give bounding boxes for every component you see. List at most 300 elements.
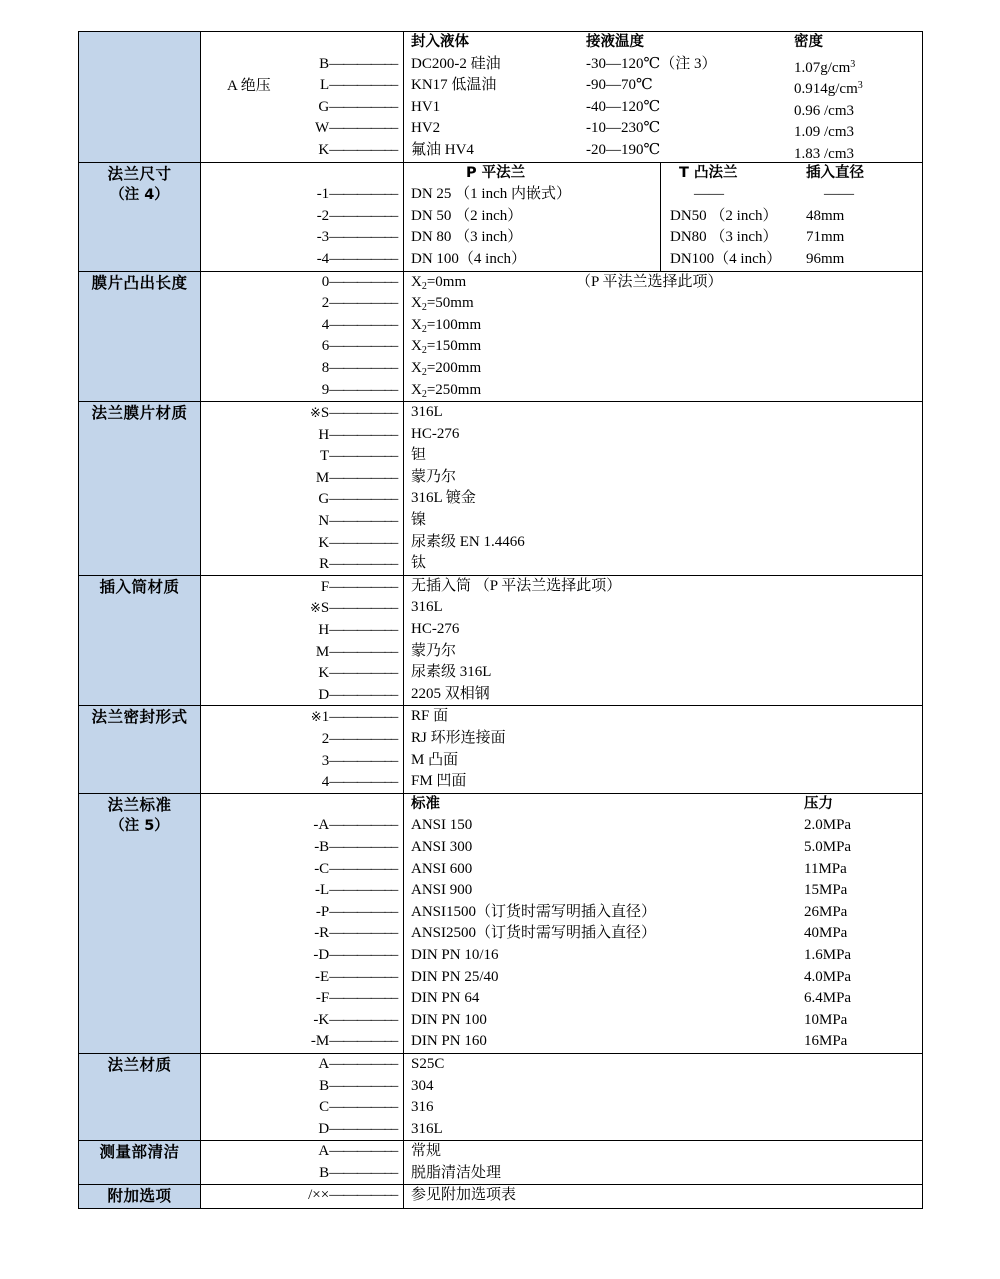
code-letter: -3 (316, 229, 330, 246)
code-row (201, 923, 403, 945)
desc-row: FM 凹面 (411, 773, 467, 790)
leader-dashes: ————–– (329, 709, 397, 726)
density-number: 1.07g/cm (794, 59, 851, 76)
code-row (201, 859, 403, 881)
insert-diameter-value: 71mm (806, 229, 845, 246)
desc-row (404, 293, 922, 315)
density-superscript: 3 (850, 58, 856, 70)
desc-row (404, 902, 922, 924)
code-spacer (201, 32, 403, 54)
code-row (201, 597, 403, 619)
code-letter: 6 (321, 338, 330, 355)
code-row (201, 684, 403, 706)
code-row (201, 358, 403, 380)
code-row (201, 728, 403, 750)
header-standard: 标准 (411, 795, 440, 812)
x-subscript: 2 (421, 366, 427, 378)
code-letter: T (320, 448, 330, 465)
leader-dashes: ————–– (329, 752, 397, 769)
temperature-range: -30—120℃（注 3） (586, 55, 717, 72)
desc-row: 304 (411, 1077, 434, 1094)
code-row (201, 402, 403, 424)
table-row (79, 1053, 923, 1140)
code-row (201, 1097, 403, 1119)
label-note: （注 5） (110, 818, 169, 835)
desc-row (404, 97, 922, 119)
t-flange-value: DN80 （3 inch） (670, 229, 778, 246)
desc-row: 镍 (411, 512, 427, 529)
leader-dashes: ————–– (329, 1011, 397, 1028)
label-note: （注 4） (110, 187, 169, 204)
fluid-name: KN17 低温油 (411, 77, 497, 94)
code-letter: H (318, 426, 330, 443)
leader-dashes: ————–– (329, 1120, 397, 1137)
code-row (201, 1054, 403, 1076)
code-cell-diaphragm-extension (201, 271, 404, 402)
code-letter: 0 (321, 273, 330, 290)
code-letter: G (318, 98, 330, 115)
code-letter: -P (315, 903, 330, 920)
table-row (79, 271, 923, 402)
code-letter: D (318, 1120, 330, 1137)
temperature-range: -10—230℃ (586, 120, 661, 137)
leader-dashes: ————–– (329, 316, 397, 333)
density-number: 1.09 /cm3 (794, 124, 854, 141)
code-letter: 2 (321, 295, 330, 312)
table-row (79, 1185, 923, 1208)
code-letter: -1 (316, 186, 330, 203)
code-row (201, 988, 403, 1010)
x-subscript: 2 (421, 345, 427, 357)
leader-dashes: ————–– (329, 968, 397, 985)
pressure-value: 4.0MPa (804, 968, 852, 985)
density-superscript: 3 (857, 80, 863, 92)
code-letter: -K (313, 1011, 330, 1028)
code-letter: -D (313, 946, 330, 963)
standard-value: DIN PN 160 (411, 1033, 487, 1050)
code-row (201, 1119, 403, 1141)
t-flange-value: DN100（4 inch） (670, 250, 782, 267)
code-row (201, 445, 403, 467)
code-row (201, 750, 403, 772)
temperature-range: -90—70℃ (586, 77, 653, 94)
leader-dashes: ————–– (329, 405, 397, 422)
desc-row: 参见附加选项表 (411, 1187, 517, 1204)
code-row (201, 967, 403, 989)
code-cell-flange-seal-type (201, 706, 404, 793)
p-flange-value: DN 80 （3 inch） (411, 229, 523, 246)
desc-row: 2205 双相钢 (411, 685, 490, 702)
leader-dashes: ————–– (329, 990, 397, 1007)
standard-value: ANSI 900 (411, 882, 473, 899)
desc-cell-measurement-cleaning (404, 1141, 923, 1185)
code-letter: -M (310, 1033, 330, 1050)
code-row (201, 140, 403, 162)
x-value: =150mm (426, 338, 482, 355)
desc-cell-flange-size (404, 162, 923, 271)
code-row (201, 1185, 403, 1207)
x-symbol: X (411, 338, 422, 355)
leader-dashes: ————–– (329, 1143, 397, 1160)
desc-row (404, 923, 922, 945)
header-temperature: 接液温度 (586, 34, 644, 50)
x-symbol: X (411, 381, 422, 398)
code-letter: -A (313, 817, 330, 834)
code-row (201, 510, 403, 532)
table-row (79, 402, 923, 576)
code-row (201, 902, 403, 924)
pressure-value: 10MPa (804, 1011, 848, 1028)
leader-dashes: ————–– (329, 513, 397, 530)
code-letter: H (318, 622, 330, 639)
header-density: 密度 (794, 34, 823, 50)
code-letter: K (318, 534, 330, 551)
section-label-flange-standard (79, 793, 201, 1053)
insert-diameter-value: 96mm (806, 250, 845, 267)
pressure-value: 15MPa (804, 882, 848, 899)
desc-row (404, 315, 922, 337)
table-row (79, 575, 923, 706)
desc-row: RF 面 (411, 708, 449, 725)
code-row (201, 97, 403, 119)
desc-row: 316L (411, 599, 443, 616)
label-text: 插入筒材质 (99, 577, 180, 596)
desc-row: S25C (411, 1055, 445, 1072)
insert-diameter-value: —— (824, 186, 854, 203)
leader-dashes: ————–– (329, 622, 397, 639)
code-letter: 9 (321, 381, 330, 398)
standard-value: ANSI 600 (411, 860, 473, 877)
leader-dashes: ————–– (329, 207, 397, 224)
code-row (201, 945, 403, 967)
desc-row: M 凸面 (411, 751, 459, 768)
asterisk-mark-icon: ※ (309, 405, 321, 421)
leader-dashes: ————–– (329, 1099, 397, 1116)
code-row (201, 380, 403, 402)
leader-dashes: ————–– (329, 359, 397, 376)
desc-row (404, 249, 922, 271)
leader-dashes: ————–– (329, 426, 397, 443)
desc-row: 316L 镀金 (411, 490, 476, 507)
leader-dashes: ————–– (329, 946, 397, 963)
code-row (201, 706, 403, 728)
code-row (201, 880, 403, 902)
section-label-flange-size (79, 162, 201, 271)
code-letter: N (318, 513, 330, 530)
desc-row (404, 859, 922, 881)
label-text: 测量部清洁 (99, 1143, 180, 1162)
table-row (79, 793, 923, 1053)
code-letter: -E (315, 968, 330, 985)
header-pressure: 压力 (804, 795, 833, 812)
pressure-value: 26MPa (804, 903, 848, 920)
section-label-flange-seal-type (79, 706, 201, 793)
t-flange-value: —— (694, 186, 724, 203)
code-spacer (201, 163, 403, 185)
pressure-value: 2.0MPa (804, 817, 852, 834)
code-row (201, 293, 403, 315)
label-text: 膜片凸出长度 (91, 273, 188, 292)
code-letter: -4 (316, 250, 330, 267)
section-label-additional-options (79, 1185, 201, 1208)
code-row (201, 619, 403, 641)
code-letter: K (318, 665, 330, 682)
temperature-range: -20—190℃ (586, 141, 661, 158)
leader-dashes: ————–– (329, 686, 397, 703)
desc-row (404, 118, 922, 140)
code-cell-flange-material (201, 1053, 404, 1140)
section-label-flange-diaphragm-material (79, 402, 201, 576)
leader-dashes: ————–– (329, 860, 397, 877)
code-row (201, 1010, 403, 1032)
code-letter: M (315, 643, 330, 660)
standard-value: ANSI1500（订货时需写明插入直径） (411, 903, 657, 920)
code-spacer (201, 794, 403, 816)
desc-row: 钽 (411, 447, 427, 464)
column-headers (404, 163, 922, 185)
standard-value: ANSI2500（订货时需写明插入直径） (411, 925, 657, 942)
pressure-value: 5.0MPa (804, 838, 852, 855)
desc-cell-flange-seal-type (404, 706, 923, 793)
standard-value: DIN PN 64 (411, 990, 480, 1007)
group-code-absolute: A 绝压 (227, 78, 271, 94)
desc-row (404, 54, 922, 76)
pressure-value: 6.4MPa (804, 990, 852, 1007)
leader-dashes: ————–– (329, 556, 397, 573)
code-cell-flange-standard (201, 793, 404, 1053)
code-letter: W (315, 120, 330, 137)
leader-dashes: ————–– (329, 295, 397, 312)
section-label-measurement-cleaning (79, 1141, 201, 1185)
desc-row (404, 227, 922, 249)
leader-dashes: ————–– (329, 882, 397, 899)
desc-row (404, 272, 922, 294)
code-cell-flange-diaphragm-material (201, 402, 404, 576)
desc-row: 蒙乃尔 (411, 642, 457, 659)
leader-dashes: ————–– (329, 141, 397, 158)
x-subscript: 2 (421, 302, 427, 314)
code-row (201, 662, 403, 684)
code-row (201, 227, 403, 249)
section-label-insert-tube-material (79, 575, 201, 706)
code-row (201, 488, 403, 510)
code-letter: 8 (321, 359, 330, 376)
leader-dashes: ————–– (329, 1055, 397, 1072)
code-letter: G (318, 491, 330, 508)
desc-row: 蒙乃尔 (411, 468, 457, 485)
standard-value: DIN PN 25/40 (411, 968, 499, 985)
desc-row (404, 1031, 922, 1053)
leader-dashes: ————–– (329, 1077, 397, 1094)
leader-dashes: ————–– (329, 1187, 397, 1204)
code-letter: B (319, 1164, 330, 1181)
table-row (79, 32, 923, 163)
leader-dashes: ————–– (329, 273, 397, 290)
code-cell-insert-tube-material (201, 575, 404, 706)
product-code-spec-table (78, 31, 923, 1209)
code-letter: -B (314, 838, 330, 855)
header-p-flange: P 平法兰 (466, 164, 526, 181)
t-flange-value: DN50 （2 inch） (670, 207, 778, 224)
desc-cell-flange-diaphragm-material (404, 402, 923, 576)
label-text: 法兰尺寸 (107, 164, 172, 183)
desc-row: 尿素级 316L (411, 664, 492, 681)
column-headers (404, 794, 922, 816)
section-label-flange-material (79, 1053, 201, 1140)
x-symbol: X (411, 273, 422, 290)
header-insert-diameter: 插入直径 (806, 164, 864, 181)
leader-dashes: ————–– (329, 600, 397, 617)
pressure-value: 40MPa (804, 925, 848, 942)
leader-dashes: ————–– (329, 731, 397, 747)
code-letter: 1 (321, 709, 330, 726)
desc-row (404, 184, 922, 206)
desc-row: 常规 (411, 1143, 442, 1160)
code-letter: L (320, 77, 330, 94)
p-flange-value: DN 100（4 inch） (411, 250, 526, 267)
section-label-fill-fluid (79, 32, 201, 163)
code-letter: -F (315, 990, 330, 1007)
fluid-name: DC200-2 硅油 (411, 55, 501, 72)
desc-row (404, 336, 922, 358)
desc-row (404, 945, 922, 967)
label-text: 法兰材质 (107, 1055, 172, 1074)
code-row (201, 272, 403, 294)
desc-row (404, 140, 922, 162)
label-text: 法兰密封形式 (91, 708, 188, 727)
temperature-range: -40—120℃ (586, 98, 661, 115)
desc-row (404, 880, 922, 902)
code-letter: M (315, 469, 330, 486)
code-row (201, 206, 403, 228)
leader-dashes: ————–– (329, 665, 397, 682)
standard-value: ANSI 300 (411, 838, 473, 855)
desc-row (404, 358, 922, 380)
x-subscript: 2 (421, 280, 427, 292)
desc-cell-fill-fluid (404, 32, 923, 163)
header-t-flange: T 凸法兰 (679, 164, 738, 181)
label-text: 法兰标准 (107, 795, 172, 814)
code-row (201, 315, 403, 337)
leader-dashes: ————–– (329, 250, 397, 267)
leader-dashes: ————–– (329, 903, 397, 920)
standard-value: ANSI 150 (411, 817, 473, 834)
pressure-value: 11MPa (804, 860, 847, 877)
code-letter: -2 (316, 207, 330, 224)
code-row (201, 815, 403, 837)
code-row (201, 1163, 403, 1185)
pressure-value: 16MPa (804, 1033, 848, 1050)
leader-dashes: ————–– (329, 55, 397, 72)
code-row (201, 837, 403, 859)
code-row (201, 467, 403, 489)
desc-cell-insert-tube-material (404, 575, 923, 706)
desc-row: 316L (411, 404, 443, 421)
asterisk-mark-icon: ※ (309, 600, 321, 616)
desc-cell-additional-options (404, 1185, 923, 1208)
code-row (201, 532, 403, 554)
desc-row (404, 1010, 922, 1032)
leader-dashes: ————–– (329, 448, 397, 465)
leader-dashes: ————–– (329, 534, 397, 551)
leader-dashes: ————–– (329, 1033, 397, 1050)
density-number: 0.914g/cm (794, 81, 858, 98)
leader-dashes: ————–– (329, 338, 397, 355)
leader-dashes: ————–– (329, 98, 397, 115)
code-letter: D (318, 686, 330, 703)
desc-row (404, 206, 922, 228)
desc-row (404, 815, 922, 837)
code-letter: -C (314, 860, 330, 877)
fluid-name: HV1 (411, 98, 441, 115)
x-symbol: X (411, 295, 422, 312)
code-row (201, 1031, 403, 1053)
code-letter: 4 (321, 774, 330, 791)
code-letter: B (319, 55, 330, 72)
leader-dashes: ————–– (329, 774, 397, 791)
code-row (201, 54, 403, 94)
leader-dashes: ————–– (329, 925, 397, 942)
label-text: 法兰膜片材质 (91, 404, 188, 423)
leader-dashes: ————–– (329, 120, 397, 137)
desc-row (404, 75, 922, 97)
code-row (201, 118, 403, 140)
desc-row: 脱脂清洁处理 (411, 1164, 502, 1181)
section-label-diaphragm-extension (79, 271, 201, 402)
leader-dashes: ————–– (329, 381, 397, 398)
leader-dashes: ————–– (329, 77, 397, 94)
desc-row: 尿素级 EN 1.4466 (411, 533, 525, 550)
code-row (201, 771, 403, 793)
desc-cell-flange-standard (404, 793, 923, 1053)
leader-dashes: ————–– (329, 838, 397, 855)
standard-value: DIN PN 100 (411, 1011, 487, 1028)
code-letter: -L (315, 882, 330, 899)
x-subscript: 2 (421, 388, 427, 400)
x-symbol: X (411, 359, 422, 376)
code-row (201, 641, 403, 663)
header-fill-fluid: 封入液体 (411, 34, 469, 50)
code-letter: F (320, 578, 330, 595)
density-number: 0.96 /cm3 (794, 102, 854, 119)
code-row (201, 336, 403, 358)
code-letter: /×× (308, 1187, 330, 1204)
code-letter: S (320, 600, 330, 617)
code-letter: B (319, 1077, 330, 1094)
label-text: 附加选项 (107, 1187, 172, 1206)
code-row (201, 576, 403, 598)
code-letter: 3 (321, 752, 330, 769)
leader-dashes: ————–– (329, 817, 397, 834)
x-value: =0mm (426, 273, 467, 290)
table-row (79, 1141, 923, 1185)
desc-row (404, 988, 922, 1010)
desc-row: HC-276 (411, 621, 460, 638)
leader-dashes: ————–– (329, 578, 397, 595)
code-letter: R (319, 556, 330, 573)
code-letter: -R (314, 925, 330, 942)
code-cell-fill-fluid (201, 32, 404, 163)
fluid-name: 氟油 HV4 (411, 141, 474, 158)
code-cell-measurement-cleaning (201, 1141, 404, 1185)
code-row (201, 424, 403, 446)
desc-cell-diaphragm-extension (404, 271, 923, 402)
pressure-value: 1.6MPa (804, 946, 852, 963)
desc-row: 无插入筒 （P 平法兰选择此项） (411, 577, 622, 594)
fluid-name: HV2 (411, 120, 441, 137)
insert-diameter-value: 48mm (806, 207, 845, 224)
code-row (201, 1141, 403, 1163)
